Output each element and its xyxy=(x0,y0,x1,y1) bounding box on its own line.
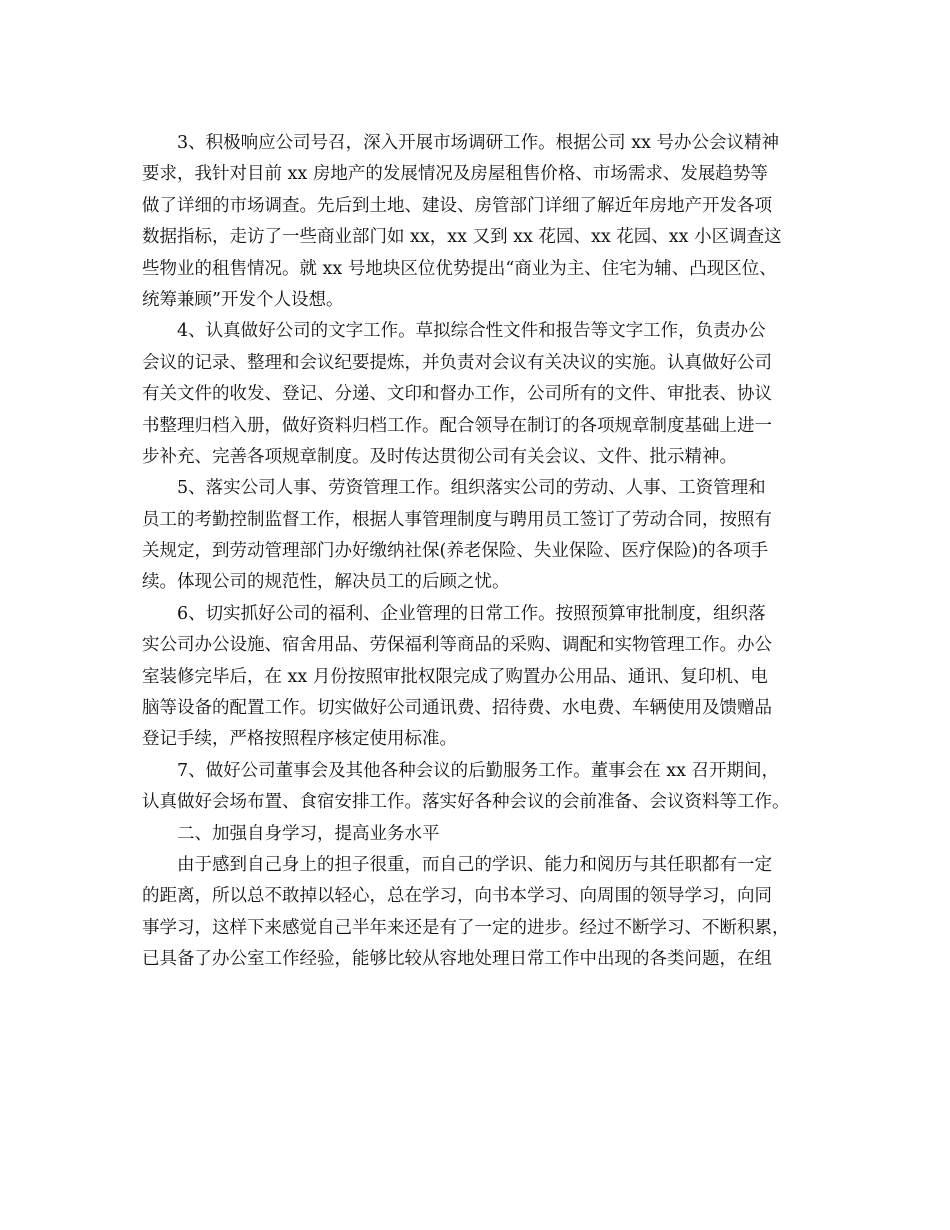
paragraph-line: 员工的考勤控制监督工作，根据人事管理制度与聘用员工签订了劳动合同，按照有 xyxy=(142,509,772,530)
paragraph-first-line: 5、落实公司人事、劳资管理工作。组织落实公司的劳动、人事、工资管理和 xyxy=(177,478,766,499)
document-body xyxy=(142,128,822,976)
paragraph-line: 统筹兼顾”开发个人设想。 xyxy=(142,289,344,310)
paragraph-first-line: 由于感到自己身上的担子很重，而自己的学识、能力和阅历与其任职都有一定 xyxy=(177,854,772,875)
paragraph-line: 步补充、完善各项规章制度。及时传达贯彻公司有关会议、文件、批示精神。 xyxy=(142,446,737,467)
paragraph-line: 要求，我针对目前 xx 房地产的发展情况及房屋租售价格、市场需求、发展趋势等 xyxy=(142,164,768,185)
paragraph-line: 已具备了办公室工作经验，能够比较从容地处理日常工作中出现的各类问题，在组 xyxy=(142,949,772,970)
paragraph-line: 室装修完毕后，在 xx 月份按照审批权限完成了购置办公用品、通讯、复印机、电 xyxy=(142,666,768,687)
paragraph-first-line: 二、加强自身学习，提高业务水平 xyxy=(177,823,440,844)
paragraph-line: 书整理归档入册，做好资料归档工作。配合领导在制订的各项规章制度基础上进一 xyxy=(142,415,772,436)
paragraph-first-line: 4、认真做好公司的文字工作。草拟综合性文件和报告等文字工作，负责办公 xyxy=(177,321,766,342)
paragraph-line: 实公司办公设施、宿舍用品、劳保福利等商品的采购、调配和实物管理工作。办公 xyxy=(142,635,772,656)
paragraph-line: 做了详细的市场调查。先后到土地、建设、房管部门详细了解近年房地产开发各项 xyxy=(142,195,772,216)
paragraph-line: 数据指标，走访了一些商业部门如 xx，xx 又到 xx 花园、xx 花园、xx 小区调查这 xyxy=(142,227,782,248)
paragraph-line: 登记手续，严格按照程序核定使用标准。 xyxy=(142,729,457,750)
paragraph-line: 些物业的租售情况。就 xx 号地块区位优势提出“商业为主、住宅为辅、凸现区位、 xyxy=(142,258,777,279)
paragraph-first-line: 7、做好公司董事会及其他各种会议的后勤服务工作。董事会在 xx 召开期间， xyxy=(177,760,779,781)
paragraph-first-line: 6、切实抓好公司的福利、企业管理的日常工作。按照预算审批制度，组织落 xyxy=(177,603,766,624)
paragraph-line: 续。体现公司的规范性，解决员工的后顾之忧。 xyxy=(142,572,510,593)
paragraph-line: 有关文件的收发、登记、分递、文印和督办工作，公司所有的文件、审批表、协议 xyxy=(142,384,772,405)
paragraph-line: 脑等设备的配置工作。切实做好公司通讯费、招待费、水电费、车辆使用及馈赠品 xyxy=(142,698,772,719)
paragraph-first-line: 3、积极响应公司号召，深入开展市场调研工作。根据公司 xx 号办公会议精神 xyxy=(177,133,779,153)
paragraph-line: 关规定，到劳动管理部门办好缴纳社保(养老保险、失业保险、医疗保险)的各项手 xyxy=(142,541,769,562)
paragraph-line: 的距离，所以总不敢掉以轻心，总在学习，向书本学习、向周围的领导学习，向同 xyxy=(142,886,772,907)
paragraph-line: 会议的记录、整理和会议纪要提炼，并负责对会议有关决议的实施。认真做好公司 xyxy=(142,352,772,373)
paragraph-line: 事学习，这样下来感觉自己半年来还是有了一定的进步。经过不断学习、不断积累， xyxy=(142,917,790,938)
paragraph-line: 认真做好会场布置、食宿安排工作。落实好各种会议的会前准备、会议资料等工作。 xyxy=(142,792,790,813)
